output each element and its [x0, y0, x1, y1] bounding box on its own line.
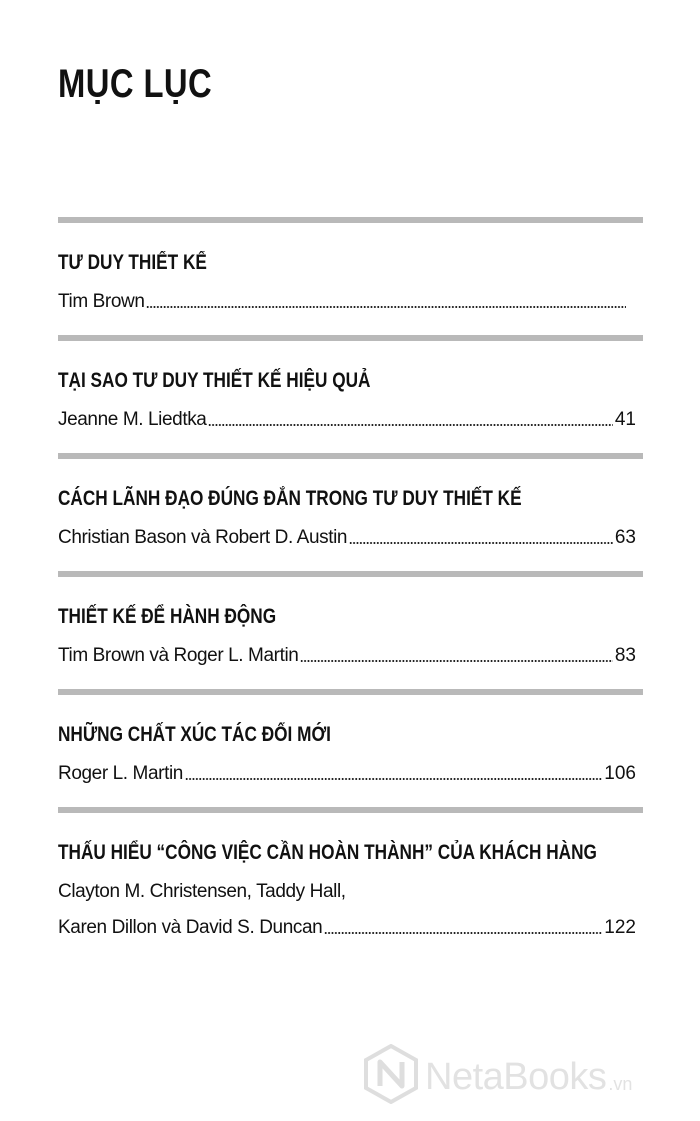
divider	[58, 807, 643, 813]
toc-entry-line	[58, 408, 636, 432]
toc-entry-page: 63	[614, 527, 636, 548]
toc-entry-page: 83	[614, 645, 636, 666]
toc-entry	[58, 217, 643, 335]
toc-entry-title: CÁCH LÃNH ĐẠO ĐÚNG ĐẮN TRONG TƯ DUY THIẾT KẾ	[58, 487, 522, 510]
toc-entry-authors: Christian Bason và Robert D. Austin	[58, 527, 348, 548]
divider	[58, 335, 643, 341]
toc-entry-title: THIẾT KẾ ĐỂ HÀNH ĐỘNG	[58, 605, 277, 628]
divider	[58, 453, 643, 459]
toc-entry-title: TẠI SAO TƯ DUY THIẾT KẾ HIỆU QUẢ	[58, 369, 371, 392]
dot-leader	[208, 423, 612, 427]
toc-entry	[58, 571, 643, 689]
toc-entry	[58, 807, 643, 947]
page-title: MỤC LỤC	[58, 62, 213, 106]
toc-entry-title: TƯ DUY THIẾT KẾ	[58, 251, 207, 274]
divider	[58, 217, 643, 223]
toc-entry	[58, 689, 643, 807]
dot-leader	[300, 659, 612, 663]
table-of-contents	[58, 217, 643, 947]
toc-entry	[58, 335, 643, 453]
toc-entry-line	[58, 916, 636, 940]
toc-entry-page: 106	[604, 763, 636, 784]
toc-entry-line	[58, 762, 636, 786]
toc-entry-authors: Tim Brown và Roger L. Martin	[58, 645, 299, 666]
dot-leader	[349, 541, 613, 545]
toc-entry-title: NHỮNG CHẤT XÚC TÁC ĐỔI MỚI	[58, 723, 331, 746]
toc-entry-line	[58, 644, 636, 668]
divider	[58, 571, 643, 577]
toc-entry-authors: Jeanne M. Liedtka	[58, 409, 207, 430]
divider	[58, 689, 643, 695]
watermark-suffix: .vn	[608, 1074, 633, 1094]
dot-leader	[324, 931, 602, 935]
watermark	[363, 1044, 632, 1109]
neta-logo-icon	[363, 1044, 419, 1109]
toc-entry	[58, 453, 643, 571]
toc-entry-page: 41	[614, 409, 636, 430]
toc-entry-authors: Tim Brown	[58, 291, 145, 312]
dot-leader	[185, 777, 602, 781]
toc-entry-page: 122	[604, 917, 636, 938]
toc-entry-authors: Roger L. Martin	[58, 763, 183, 784]
watermark-text: NetaBooks	[425, 1055, 607, 1098]
toc-entry-line	[58, 290, 628, 314]
toc-entry-authors-continued: Karen Dillon và David S. Duncan	[58, 917, 323, 938]
toc-entry-authors: Clayton M. Christensen, Taddy Hall,	[58, 881, 346, 902]
toc-entry-line	[58, 526, 636, 550]
dot-leader	[146, 305, 626, 309]
toc-entry-title: THẤU HIỂU “CÔNG VIỆC CẦN HOÀN THÀNH” CỦA KHÁCH HÀNG	[58, 841, 597, 864]
